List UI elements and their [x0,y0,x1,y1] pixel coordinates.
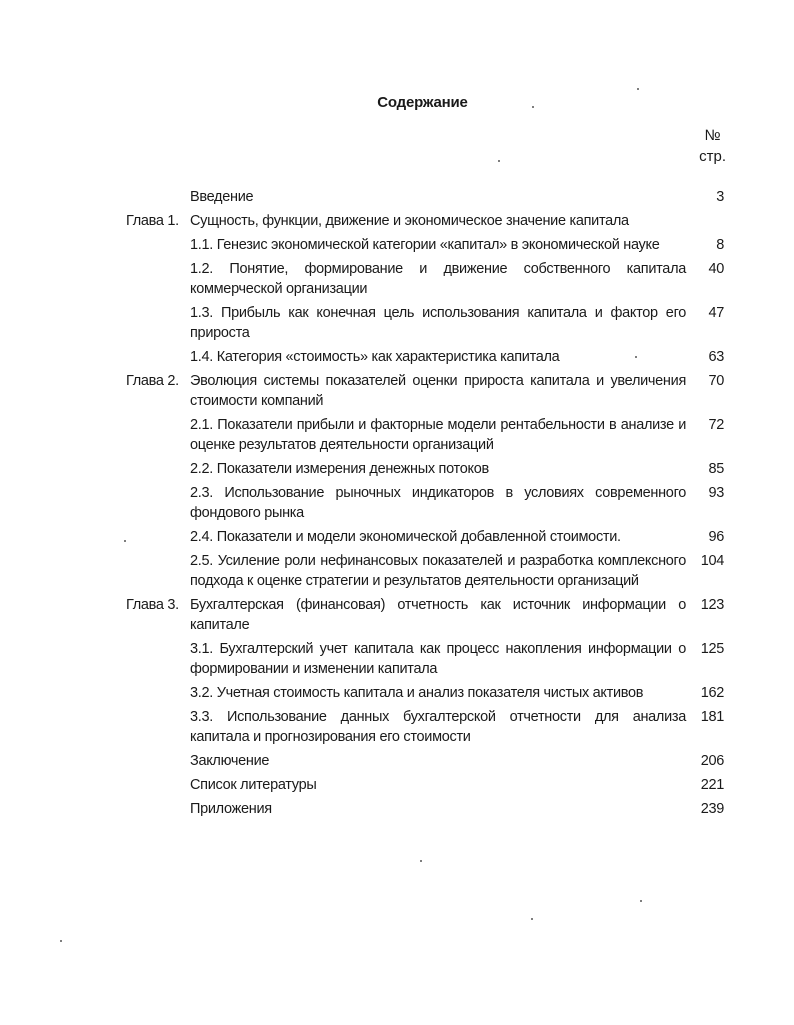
scan-speck [532,106,534,108]
toc-entry [126,235,726,255]
toc-page: 3 [716,189,724,205]
toc-entry [126,707,726,747]
toc-text: 1.3. Прибыль как конечная цель использования капитала и фактор его прироста [190,305,686,341]
toc-text: Бухгалтерская (финансовая) отчетность как источник информации о капитале [190,597,686,633]
toc-label [126,415,190,455]
toc-text: 2.3. Использование рыночных индикаторов в условиях современного фондового рынка [190,485,686,521]
toc-text: Список литературы [190,777,317,793]
toc-label: Глава 2. [126,373,179,389]
toc-label: Глава 3. [126,597,179,613]
page-number-column-header [699,125,726,167]
toc-label [126,775,190,795]
toc-label [126,527,190,547]
toc-entry [126,639,726,679]
table-of-contents [126,187,726,823]
toc-label [126,751,190,771]
toc-label [126,707,190,747]
toc-chapter [126,211,726,231]
toc-text: 2.4. Показатели и модели экономической добавленной стоимости. [190,529,621,545]
toc-text: 2.1. Показатели прибыли и факторные модели рентабельности в анализе и оценке результатов деятельности организаций [190,417,686,453]
toc-page: 93 [708,485,724,501]
toc-page [686,211,726,231]
toc-entry [126,775,726,795]
scan-speck [635,356,637,358]
toc-page: 239 [700,801,724,817]
toc-chapter [126,595,726,635]
toc-page: 162 [700,685,724,701]
toc-text: 1.4. Категория «стоимость» как характеристика капитала [190,349,560,365]
toc-page: 85 [708,461,724,477]
toc-entry [126,799,726,819]
toc-entry [126,751,726,771]
toc-page: 221 [700,777,724,793]
toc-label [126,259,190,299]
toc-text: Сущность, функции, движение и экономическое значение капитала [190,213,629,229]
toc-page: 47 [708,305,724,321]
toc-entry [126,187,726,207]
toc-page: 72 [708,417,724,433]
toc-label [126,551,190,591]
toc-text: 3.2. Учетная стоимость капитала и анализ показателя чистых активов [190,685,644,701]
toc-page: 63 [708,349,724,365]
toc-page: 96 [708,529,724,545]
toc-text: 1.2. Понятие, формирование и движение собственного капитала коммерческой организации [190,261,686,297]
toc-page: 206 [700,753,724,769]
toc-text: 2.5. Усиление роли нефинансовых показателей и разработка комплексного подхода к оценке стратегии и результатов деятельности организаций [190,553,686,589]
toc-page: 181 [700,709,724,725]
page-title: Содержание [377,94,468,111]
toc-label [126,187,190,207]
toc-text: 2.2. Показатели измерения денежных потоков [190,461,489,477]
toc-text: Эволюция системы показателей оценки прироста капитала и увеличения стоимости компаний [190,373,686,409]
toc-label [126,347,190,367]
number-sign: № [704,127,721,144]
scan-speck [60,940,62,942]
scan-speck [420,860,422,862]
toc-page: 8 [716,237,724,253]
toc-label [126,235,190,255]
toc-label [126,459,190,479]
toc-entry [126,527,726,547]
toc-entry [126,415,726,455]
scan-speck [498,160,500,162]
toc-entry [126,259,726,299]
toc-label [126,799,190,819]
toc-page: 123 [700,597,724,613]
toc-page: 104 [700,553,724,569]
toc-label [126,483,190,523]
toc-entry [126,459,726,479]
toc-text: 1.1. Генезис экономической категории «капитал» в экономической науке [190,237,660,253]
scan-speck [640,900,642,902]
toc-entry [126,551,726,591]
toc-entry [126,303,726,343]
toc-label: Глава 1. [126,213,179,229]
toc-label [126,639,190,679]
toc-page: 70 [708,373,724,389]
toc-text: 3.3. Использование данных бухгалтерской отчетности для анализа капитала и прогнозирования его стоимости [190,709,686,745]
toc-entry [126,683,726,703]
toc-text: 3.1. Бухгалтерский учет капитала как процесс накопления информации о формировании и изменении капитала [190,641,686,677]
toc-chapter [126,371,726,411]
toc-text: Заключение [190,753,270,769]
scan-speck [637,88,639,90]
scan-speck [124,540,126,542]
toc-entry [126,483,726,523]
toc-label [126,683,190,703]
toc-label [126,303,190,343]
toc-text: Введение [190,189,254,205]
scan-speck [531,918,533,920]
toc-text: Приложения [190,801,272,817]
page-abbr: стр. [699,148,726,165]
toc-page: 40 [708,261,724,277]
toc-page: 125 [700,641,724,657]
